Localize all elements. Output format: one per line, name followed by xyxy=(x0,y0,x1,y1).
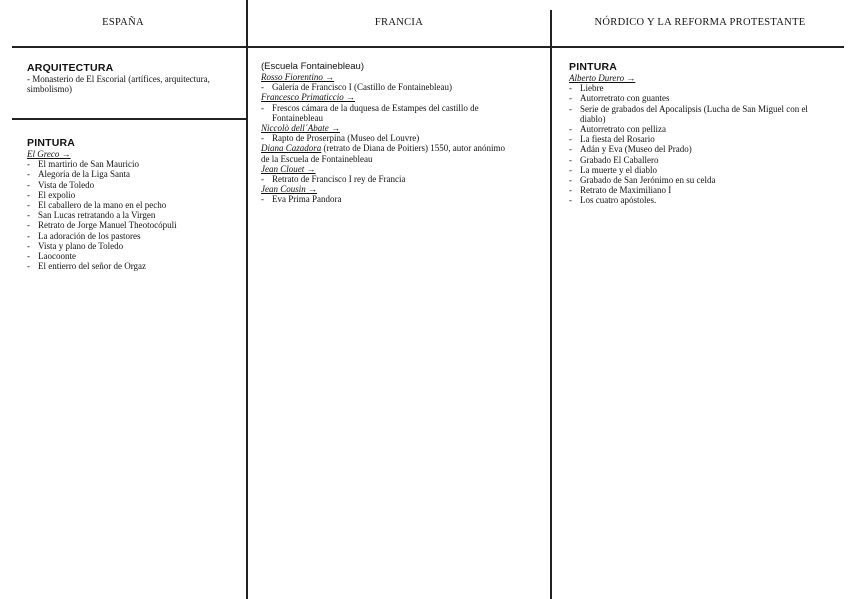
artwork-list-rosso xyxy=(261,82,511,92)
section-title-pintura: PINTURA xyxy=(569,61,618,73)
column-header-espana: ESPAÑA xyxy=(102,17,144,28)
list-item: - Los cuatro apóstoles. xyxy=(569,195,819,205)
list-item: - El caballero de la mano en el pecho xyxy=(27,200,237,210)
list-item: - La fiesta del Rosario xyxy=(569,134,819,144)
list-item: - Vista de Toledo xyxy=(27,180,237,190)
list-item: - San Lucas retratando a la Virgen xyxy=(27,210,237,220)
section-francia-content xyxy=(261,61,511,205)
section-pintura-nordico xyxy=(569,61,819,206)
list-item: - Eva Prima Pandora xyxy=(261,194,511,204)
artwork-list-primaticcio xyxy=(261,103,511,123)
list-item: - El expolio xyxy=(27,190,237,200)
artwork-list-durero xyxy=(569,83,819,205)
section-title-arquitectura: ARQUITECTURA xyxy=(27,62,114,74)
list-item: - Liebre xyxy=(569,83,819,93)
column-francia xyxy=(248,0,550,599)
diana-cazadora-description: (retrato de Diana de Poitiers) 1550, autor anónimo de la Escuela de Fontainebleau xyxy=(261,143,505,164)
artist-jean-clouet: Jean Clouet → xyxy=(261,163,316,174)
artwork-list-abate xyxy=(261,133,511,143)
artwork-list-clouet xyxy=(261,174,511,184)
list-item: - El martirio de San Mauricio xyxy=(27,159,237,169)
artwork-list-cousin xyxy=(261,194,511,204)
artwork-title-diana-cazadora: Diana Cazadora xyxy=(261,143,322,154)
list-item: - Serie de grabados del Apocalipsis (Lucha de San Miguel con el diablo) xyxy=(569,104,819,124)
list-item: - El entierro del señor de Orgaz xyxy=(27,261,237,271)
artist-dell-abate: Niccolò dell´Abate → xyxy=(261,123,340,134)
list-item: - Frescos cámara de la duquesa de Estampes del castillo de Fontainebleau xyxy=(261,103,511,123)
artist-rosso-fiorentino: Rosso Fiorentino → xyxy=(261,72,335,82)
column-nordico xyxy=(552,0,848,599)
list-item: - Retrato de Maximiliano I xyxy=(569,185,819,195)
section-arquitectura xyxy=(27,62,232,94)
list-item: - La muerte y el diablo xyxy=(569,165,819,175)
column-espana xyxy=(0,0,246,599)
arquitectura-text: - Monasterio de El Escorial (artífices, arquitectura, simbolismo) xyxy=(27,74,210,95)
list-item: - Adán y Eva (Museo del Prado) xyxy=(569,144,819,154)
column-header-francia: FRANCIA xyxy=(374,17,424,28)
section-title-pintura: PINTURA xyxy=(27,137,76,149)
artist-alberto-durero: Alberto Durero → xyxy=(569,73,636,83)
list-item: - Vista y plano de Toledo xyxy=(27,241,237,251)
list-item: - Galería de Francisco I (Castillo de Fontainebleau) xyxy=(261,82,511,92)
list-item: - Grabado El Caballero xyxy=(569,155,819,165)
list-item: - Autorretrato con guantes xyxy=(569,93,819,103)
artist-jean-cousin: Jean Cousin → xyxy=(261,184,317,195)
list-item: - Grabado de San Jerónimo en su celda xyxy=(569,175,819,185)
list-item: - Autorretrato con pelliza xyxy=(569,124,819,134)
list-item: - La adoración de los pastores xyxy=(27,231,237,241)
section-pintura-espana xyxy=(27,137,237,271)
list-item: - Retrato de Francisco I rey de Francia xyxy=(261,174,511,184)
diana-cazadora-entry xyxy=(261,143,511,163)
list-item: - Laocoonte xyxy=(27,251,237,261)
school-label: (Escuela Fontainebleau) xyxy=(261,61,364,72)
column-header-nordico: NÓRDICO Y LA REFORMA PROTESTANTE xyxy=(594,17,806,28)
artist-primaticcio: Francesco Primaticcio → xyxy=(261,92,355,103)
artwork-list-el-greco xyxy=(27,159,237,271)
artist-el-greco: El Greco → xyxy=(27,149,71,159)
list-item: - Rapto de Proserpina (Museo del Louvre) xyxy=(261,133,511,143)
list-item: - Alegoría de la Liga Santa xyxy=(27,169,237,179)
list-item: - Retrato de Jorge Manuel Theotocópuli xyxy=(27,220,237,230)
